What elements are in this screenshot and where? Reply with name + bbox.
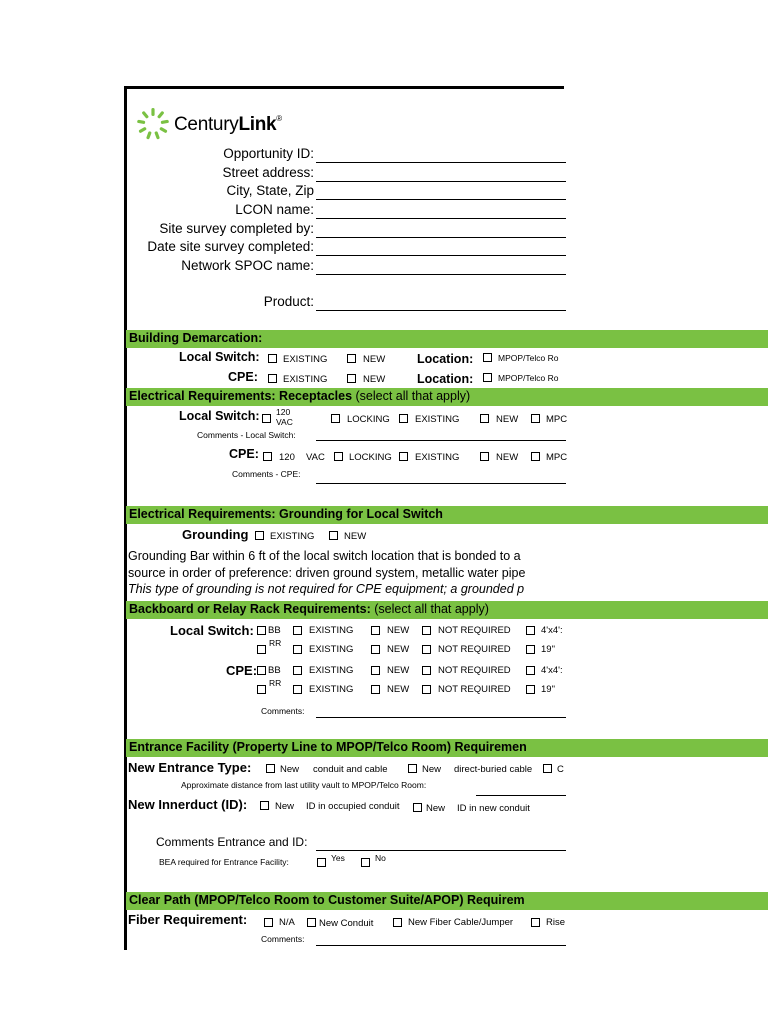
rec-local-locking-label: LOCKING	[347, 414, 390, 425]
section-title: Backboard or Relay Rack Requirements:	[129, 602, 371, 616]
grounding-text-line3: This type of grounding is not required for CPE equipment; a grounded p	[128, 582, 525, 596]
fiber-new-cable-label: New Fiber Cable/Jumper	[408, 917, 514, 928]
section-title: Clear Path (MPOP/Telco Room to Customer Suite/APOP) Requirem	[129, 893, 525, 907]
field-label-product: Product:	[263, 294, 314, 309]
grounding-new-label: NEW	[344, 531, 367, 542]
bb-cpe-new-label: NEW	[387, 665, 410, 676]
entrance-new-direct-checkbox[interactable]	[408, 764, 417, 773]
grounding-new-checkbox[interactable]	[329, 531, 338, 540]
band-text-building-demarcation	[126, 330, 564, 348]
bb-comments-field[interactable]	[316, 717, 566, 718]
band-text-clear-path	[126, 892, 564, 910]
bb-local-bb-checkbox[interactable]	[257, 626, 266, 635]
bb-cpe-rr-new-checkbox[interactable]	[371, 685, 380, 694]
bb-local-not-required-label: NOT REQUIRED	[438, 625, 511, 636]
bb-local-rr-new-checkbox[interactable]	[371, 645, 380, 654]
bb-local-new-checkbox[interactable]	[371, 626, 380, 635]
bea-label: BEA required for Entrance Facility:	[159, 857, 289, 867]
demarc-cpe-existing-label: EXISTING	[283, 374, 328, 385]
section-title: Electrical Requirements: Grounding for Local Switch	[129, 507, 443, 521]
bb-local-not-required-checkbox[interactable]	[422, 626, 431, 635]
demarc-cpe-new-label: NEW	[363, 374, 386, 385]
centurylink-logo-icon	[136, 107, 170, 141]
entrance-comments-field[interactable]	[316, 850, 566, 851]
bb-local-4x4-checkbox[interactable]	[526, 626, 535, 635]
demarc-local-switch-label: Local Switch:	[179, 350, 260, 364]
bb-cpe-bb-label: BB	[268, 665, 281, 676]
demarc-cpe-mpop-checkbox[interactable]	[483, 373, 492, 382]
bb-cpe-rr-new-label: NEW	[387, 684, 410, 695]
entrance-comments-label: Comments Entrance and ID:	[156, 835, 308, 849]
entrance-new1-label: New	[280, 764, 300, 775]
innerduct-new-conduit-label: ID in new conduit	[457, 803, 530, 814]
grounding-existing-label: EXISTING	[270, 531, 315, 542]
bea-yes-checkbox[interactable]	[317, 858, 326, 867]
bb-cpe-4x4-label: 4'x4':	[541, 665, 563, 676]
field-label-lcon-name: LCON name:	[235, 202, 314, 217]
bb-cpe-rr-not-required-label: NOT REQUIRED	[438, 684, 511, 695]
demarc-local-existing-label: EXISTING	[283, 354, 328, 365]
bb-local-rr-label: RR	[269, 638, 282, 648]
fiber-new-conduit-label: New Conduit	[319, 918, 374, 929]
bb-local-rr-new-label: NEW	[387, 644, 410, 655]
rec-cpe-mpop-label: MPC	[546, 452, 568, 463]
field-lcon-name[interactable]	[316, 218, 566, 219]
rec-cpe-new-checkbox[interactable]	[480, 452, 489, 461]
rec-comments-local-label: Comments - Local Switch:	[197, 430, 296, 440]
rec-local-existing-label: EXISTING	[415, 414, 460, 425]
field-label-city-state-zip: City, State, Zip	[226, 183, 314, 198]
innerduct-label: New Innerduct (ID):	[128, 797, 248, 812]
rec-cpe-vac-label: VAC	[306, 452, 325, 463]
bb-cpe-not-required-checkbox[interactable]	[422, 666, 431, 675]
fiber-na-label: N/A	[279, 917, 295, 928]
demarc-cpe-label: CPE:	[228, 370, 258, 384]
bb-local-switch-label: Local Switch:	[170, 623, 254, 638]
demarc-local-new-label: NEW	[363, 354, 386, 365]
band-text-electrical-grounding	[126, 506, 564, 524]
rec-local-new-label: NEW	[496, 414, 519, 425]
bea-no-label: No	[375, 853, 386, 863]
rec-cpe-120-checkbox[interactable]	[263, 452, 272, 461]
demarc-local-new-checkbox[interactable]	[347, 354, 356, 363]
rec-local-switch-label: Local Switch:	[179, 409, 260, 423]
rec-local-mpop-label: MPC	[546, 414, 568, 425]
entrance-c-label: C	[557, 764, 564, 775]
demarc-cpe-new-checkbox[interactable]	[347, 374, 356, 383]
bb-cpe-rr-not-required-checkbox[interactable]	[422, 685, 431, 694]
bb-local-rr-existing-checkbox[interactable]	[293, 645, 302, 654]
entrance-direct-buried-label: direct-buried cable	[454, 764, 533, 775]
field-label-opportunity-id: Opportunity ID:	[223, 146, 314, 161]
field-product[interactable]	[316, 310, 566, 311]
bb-cpe-19-checkbox[interactable]	[526, 685, 535, 694]
clear-path-comments-label: Comments:	[261, 934, 305, 944]
entrance-type-label: New Entrance Type:	[128, 760, 252, 775]
demarc-local-mpop-checkbox[interactable]	[483, 353, 492, 362]
entrance-new2-label: New	[422, 764, 442, 775]
rec-cpe-locking-checkbox[interactable]	[334, 452, 343, 461]
bb-cpe-existing-label: EXISTING	[309, 665, 354, 676]
logo-wordmark: CenturyLink®	[174, 114, 282, 135]
rec-cpe-existing-checkbox[interactable]	[399, 452, 408, 461]
section-title: Building Demarcation:	[129, 331, 263, 345]
fiber-new-conduit-checkbox[interactable]	[307, 918, 316, 927]
fiber-rise-label: Rise	[546, 917, 566, 928]
demarc-cpe-mpop-label: MPOP/Telco Ro	[498, 373, 559, 383]
innerduct-occupied-label: ID in occupied conduit	[306, 801, 400, 812]
entrance-conduit-cable-label: conduit and cable	[313, 764, 388, 775]
entrance-distance-label: Approximate distance from last utility vault to MPOP/Telco Room:	[181, 780, 427, 790]
field-network-spoc[interactable]	[316, 274, 566, 275]
bb-cpe-label: CPE:	[226, 663, 258, 678]
rec-comments-cpe-field[interactable]	[316, 483, 566, 484]
bb-cpe-4x4-checkbox[interactable]	[526, 666, 535, 675]
bb-local-existing-checkbox[interactable]	[293, 626, 302, 635]
demarc-local-mpop-label: MPOP/Telco Ro	[498, 353, 559, 363]
innerduct-new4-label: New	[426, 803, 446, 814]
rec-cpe-locking-label: LOCKING	[349, 452, 392, 463]
fiber-rise-checkbox[interactable]	[531, 918, 540, 927]
rec-cpe-existing-label: EXISTING	[415, 452, 460, 463]
entrance-new-conduit-checkbox[interactable]	[266, 764, 275, 773]
rec-comments-local-field[interactable]	[316, 440, 566, 441]
bb-cpe-bb-checkbox[interactable]	[257, 666, 266, 675]
grounding-label: Grounding	[182, 527, 249, 542]
bb-local-19-label: 19"	[541, 644, 555, 655]
bb-cpe-19-label: 19"	[541, 684, 555, 695]
bb-local-rr-existing-label: EXISTING	[309, 644, 354, 655]
bb-local-rr-not-required-label: NOT REQUIRED	[438, 644, 511, 655]
field-opportunity-id[interactable]	[316, 162, 566, 163]
rec-cpe-new-label: NEW	[496, 452, 519, 463]
innerduct-new-conduit-checkbox[interactable]	[413, 803, 422, 812]
bb-local-19-checkbox[interactable]	[526, 645, 535, 654]
field-city-state-zip[interactable]	[316, 199, 566, 200]
bb-cpe-rr-existing-checkbox[interactable]	[293, 685, 302, 694]
section-title: Entrance Facility (Property Line to MPOP/Telco Room) Requiremen	[129, 740, 527, 754]
rec-cpe-label: CPE:	[229, 447, 259, 461]
grounding-existing-checkbox[interactable]	[255, 531, 264, 540]
field-site-survey-date[interactable]	[316, 255, 566, 256]
bea-yes-label: Yes	[331, 853, 345, 863]
bb-cpe-existing-checkbox[interactable]	[293, 666, 302, 675]
demarc-cpe-location-label: Location:	[417, 372, 474, 386]
form-content	[126, 88, 568, 950]
grounding-text-line2: source in order of preference: driven ground system, metallic water pipe	[128, 566, 526, 580]
rec-local-mpop-checkbox[interactable]	[531, 414, 540, 423]
rec-cpe-120-label: 120	[279, 452, 295, 463]
field-label-site-survey-date: Date site survey completed:	[147, 239, 314, 254]
rec-local-existing-checkbox[interactable]	[399, 414, 408, 423]
demarc-local-location-label: Location:	[417, 352, 474, 366]
field-street-address[interactable]	[316, 181, 566, 182]
band-text-electrical-receptacles	[126, 388, 564, 406]
grounding-text-line1: Grounding Bar within 6 ft of the local switch location that is bonded to a	[128, 549, 521, 563]
bb-local-rr-checkbox[interactable]	[257, 645, 266, 654]
bb-comments-label: Comments:	[261, 706, 305, 716]
bb-cpe-new-checkbox[interactable]	[371, 666, 380, 675]
entrance-distance-field[interactable]	[476, 795, 566, 796]
bb-local-rr-not-required-checkbox[interactable]	[422, 645, 431, 654]
rec-local-120-label: 120 VAC	[276, 407, 293, 427]
section-title: Electrical Requirements: Receptacles	[129, 389, 353, 403]
entrance-c-checkbox[interactable]	[543, 764, 552, 773]
bb-cpe-rr-label: RR	[269, 678, 282, 688]
fiber-requirement-label: Fiber Requirement:	[128, 912, 248, 927]
innerduct-occupied-checkbox[interactable]	[260, 801, 269, 810]
band-text-entrance-facility	[126, 739, 564, 757]
bb-local-4x4-label: 4'x4':	[541, 625, 563, 636]
fiber-na-checkbox[interactable]	[264, 918, 273, 927]
bb-cpe-not-required-label: NOT REQUIRED	[438, 665, 511, 676]
section-subtitle: (select all that apply)	[355, 389, 471, 403]
rec-cpe-mpop-checkbox[interactable]	[531, 452, 540, 461]
bb-local-new-label: NEW	[387, 625, 410, 636]
rec-local-120-checkbox[interactable]	[262, 414, 271, 423]
bb-cpe-rr-existing-label: EXISTING	[309, 684, 354, 695]
bb-local-existing-label: EXISTING	[309, 625, 354, 636]
rec-local-new-checkbox[interactable]	[480, 414, 489, 423]
rec-comments-cpe-label: Comments - CPE:	[232, 469, 301, 479]
innerduct-new3-label: New	[275, 801, 295, 812]
field-label-street-address: Street address:	[222, 165, 314, 180]
band-text-backboard	[126, 601, 564, 619]
field-label-site-survey-by: Site survey completed by:	[159, 221, 314, 236]
section-subtitle: (select all that apply)	[374, 602, 489, 616]
fiber-new-cable-checkbox[interactable]	[393, 918, 402, 927]
bea-no-checkbox[interactable]	[361, 858, 370, 867]
demarc-local-existing-checkbox[interactable]	[268, 354, 277, 363]
clear-path-comments-field[interactable]	[316, 945, 566, 946]
bb-local-bb-label: BB	[268, 625, 281, 636]
demarc-cpe-existing-checkbox[interactable]	[268, 374, 277, 383]
field-site-survey-by[interactable]	[316, 237, 566, 238]
field-label-network-spoc: Network SPOC name:	[181, 258, 314, 273]
bb-cpe-rr-checkbox[interactable]	[257, 685, 266, 694]
rec-local-locking-checkbox[interactable]	[331, 414, 340, 423]
